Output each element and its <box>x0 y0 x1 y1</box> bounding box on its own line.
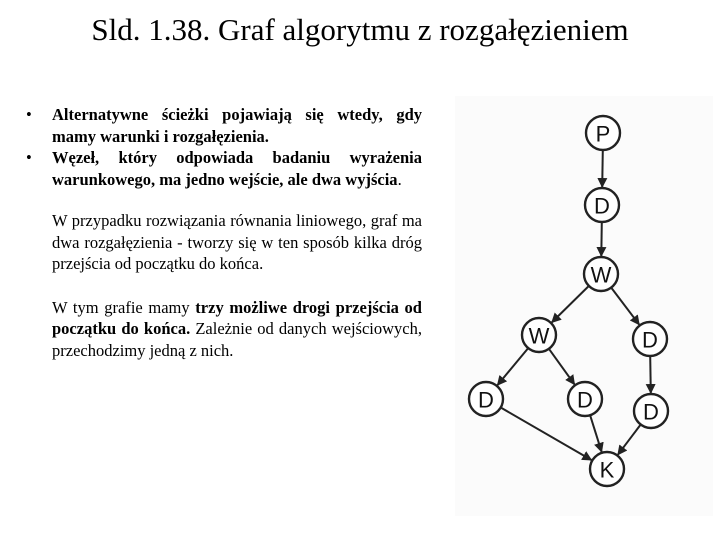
edge-d1-to-w1 <box>601 222 602 256</box>
edge-p-to-d1 <box>602 150 603 187</box>
graph-node-d1 <box>585 188 619 222</box>
paragraph-pre: W tym grafie mamy <box>52 297 196 317</box>
edge-w1-to-d-right <box>611 288 639 325</box>
bullet-list <box>24 104 422 190</box>
node-label: K <box>599 457 615 483</box>
graph-canvas <box>455 96 713 516</box>
node-label: D <box>594 193 610 219</box>
algorithm-graph <box>455 96 713 516</box>
node-label: D <box>643 399 659 425</box>
graph-node-d-right2 <box>634 394 668 428</box>
paragraph-post: Zależnie od danych wejściowych, przechodzimy jedną z nich. <box>52 319 422 360</box>
graph-node-d-right <box>633 322 667 356</box>
bullet-text: Węzeł, który odpowiada badaniu wyrażenia warunkowego, ma jedno wejście, ale dwa wyjścia <box>52 148 422 189</box>
paragraph-linear-equation: W przypadku rozwiązania równania liniowego, graf ma dwa rozgałęzienia - tworzy się w ten sposób kilka dróg przejścia od początku do końca. <box>52 211 422 273</box>
slide-title: Sld. 1.38. Graf algorytmu z rozgałęzieniem <box>91 12 629 47</box>
bullet-tail: . <box>397 169 402 189</box>
node-label: W <box>590 262 612 288</box>
graph-node-w2 <box>522 318 556 352</box>
node-label: D <box>478 387 494 413</box>
edge-w2-to-d-left <box>498 348 529 385</box>
bullet-item <box>24 147 422 190</box>
graph-node-d-left <box>469 382 503 416</box>
paragraph-bold: trzy możliwe drogi przejścia od początku do końca. <box>52 297 422 338</box>
bullet-marker: • <box>26 105 32 124</box>
graph-node-p <box>586 116 620 150</box>
node-label: W <box>528 323 550 349</box>
paragraph-three-paths <box>24 297 422 362</box>
bullet-text: Alternatywne ścieżki pojawiają się wtedy, gdy mamy warunki i rozgałęzienia. <box>52 105 422 146</box>
node-label: D <box>577 387 593 413</box>
graph-node-d-mid <box>568 382 602 416</box>
edge-w1-to-w2 <box>552 286 589 323</box>
graph-node-w1 <box>584 257 618 291</box>
edge-d-right2-to-k <box>618 425 641 455</box>
graph-node-k <box>590 452 624 486</box>
text-column <box>24 104 422 361</box>
node-label: P <box>595 121 611 147</box>
node-label: D <box>642 327 658 353</box>
bullet-marker: • <box>26 148 32 167</box>
edge-d-mid-to-k <box>590 415 602 452</box>
bullet-item <box>24 104 422 147</box>
edge-w2-to-d-mid <box>549 349 575 385</box>
edge-d-right-to-d-right2 <box>650 356 651 393</box>
